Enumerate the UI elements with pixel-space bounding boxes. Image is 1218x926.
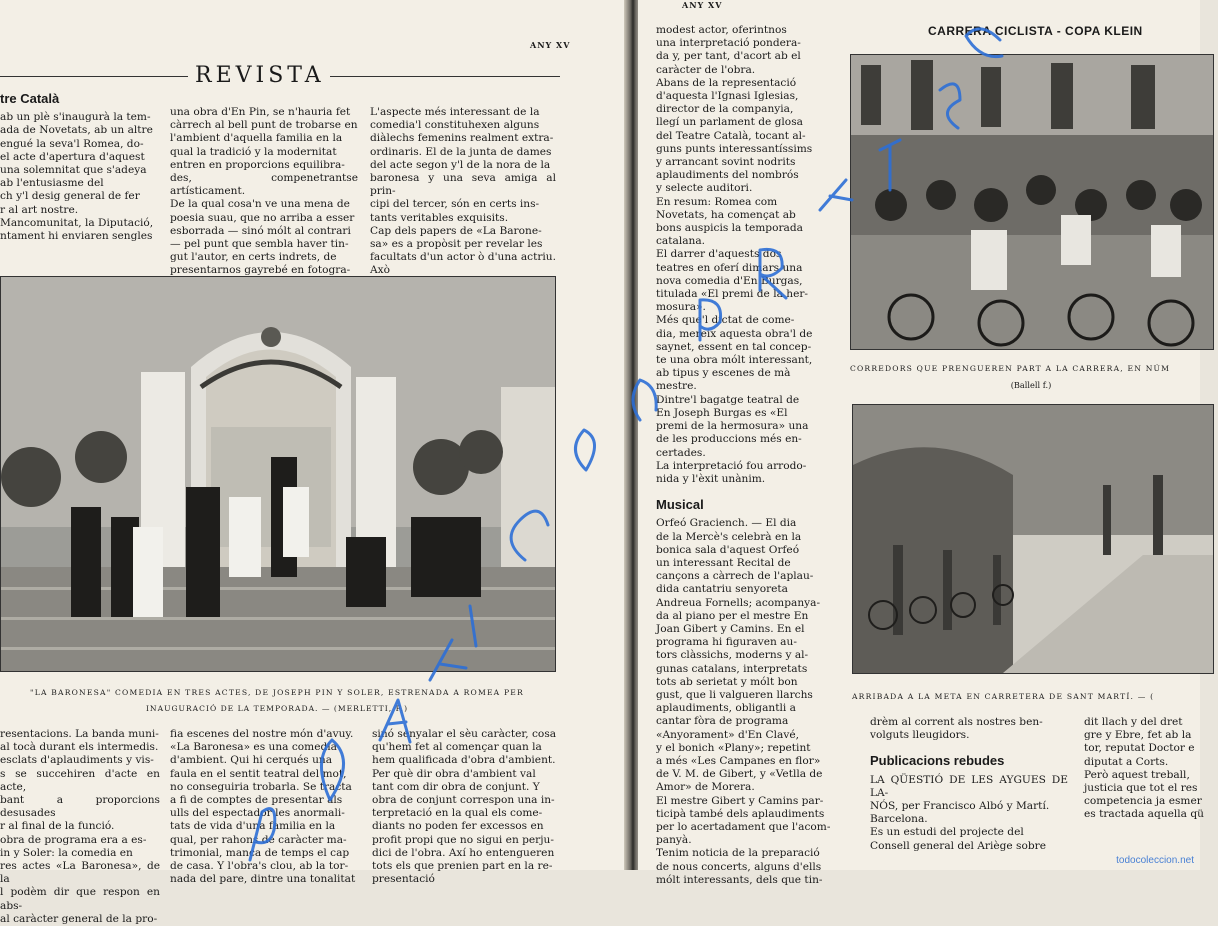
text-line: L'aspecte més interessant de la [370,106,540,118]
text-line: obra de programa era a es- [0,833,147,846]
text-line: Dintre'l bagatge teatral de [656,393,800,406]
text-line: — pel punt que sembla haver tin- [170,238,349,251]
photo-cyclists-start [850,54,1214,350]
photo-finish-road [852,404,1214,674]
page-title-revista: REVISTA [195,63,325,88]
text-line: drèm al corrent als nostres ben- [870,716,1043,728]
text-line: dici de l'obra. Axí ho entengueren [372,846,555,859]
text-line: dida cantatriu senyoreta [656,583,788,596]
text-line: el acte d'apertura d'aquest [0,150,145,163]
text-line: da al piano per el mestre En [656,609,809,622]
photo-caption-la-baronesa-2: INAUGURACIÓ DE LA TEMPORADA. — (MERLETTI, F.) [145,704,409,713]
text-line: panyà. [656,834,692,847]
text-line: ch y'l desig general de fer [0,190,140,203]
text-line: no conseguiria trobarla. Se tracta [170,780,352,793]
text-line: esborrada — sinó mólt al contrari [170,224,351,237]
text-line: esclats d'aplaudiments y vis- [0,754,154,767]
text-line: un interessant Recital de [656,556,791,569]
text-line: ticipà també dels aplaudiments [656,807,825,820]
text-line: faula en el sentit teatral del mot, [170,767,347,780]
text-line: des, compenetrantse artísticament. [170,172,358,198]
text-line: sinó senyalar el sèu caràcter, cosa [372,728,557,740]
text-line: llegí un parlament de glosa [656,116,803,129]
text-line: La interpretació fou arrodo- [656,459,807,472]
text-line: bonica sala d'aquest Orfeó [656,543,800,556]
text-line: competencia ja esmer [1084,795,1202,808]
text-line: entren en proporcions equilibra- [170,158,345,171]
text-line: nada del pare, dintre una tonalitat [170,873,356,886]
right-column-2 [870,716,1068,853]
text-line: Orfeó Graciench. — El dia [656,517,797,530]
text-line: ab un plè s'inaugurà la tem- [0,111,151,124]
text-line: r al art nostre. [0,203,79,216]
text-line: aplaudiments, obligantli a [656,702,796,715]
text-line: cipi del tercer, són en certs ins- [370,198,540,211]
column-1-top [0,92,158,243]
text-line: s se succehiren d'acte en acte, [0,767,160,793]
text-line: dia, mereix aquesta obra'l de [656,327,813,340]
text-line: aplaudiments del nombrós [656,169,799,182]
text-line: gut l'autor, en certs indrets, de [170,251,337,264]
text-line: Però aquest treball, [1084,768,1190,781]
right-column-3 [1084,716,1214,822]
section-heading-publicacions: Publicacions rebudes [870,753,1005,769]
text-line: mólt interessants, dels que tin- [656,873,823,886]
text-line: d'aquesta l'Ignasi Iglesias, [656,90,799,103]
text-line: tant com dir obra de conjunt. Y [372,780,540,793]
text-line: qual la tradició y la modernitat [170,145,337,158]
text-line: «Anyorament» d'En Clavé, [656,728,799,741]
text-line: es tractada aquella qü [1084,808,1204,821]
text-line: hem qualificada d'obra d'ambient. [372,754,556,767]
text-line: guns punts interessantíssims [656,142,813,155]
text-line: caràcter de l'obra. [656,63,756,76]
text-line: tants veritables exquisits. [370,211,509,224]
text-line: Novetats, ha començat ab [656,208,796,221]
text-line: ordinaris. El de la junta de dames [370,145,552,158]
text-line: Més que'l dictat de come- [656,314,795,327]
text-line: volguts lleugidors. [870,729,970,742]
text-line: gre y Ebre, fet ab la [1084,729,1192,742]
column-1-bottom [0,728,160,926]
text-line: y el bonich «Plany»; repetint [656,741,811,754]
text-line: y arrancant sovint nodrits [656,156,796,169]
text-line: una interpretació pondera- [656,37,801,50]
watermark: todocoleccion.net [1116,855,1194,866]
text-line: engué la seva'l Romea, do- [0,137,144,150]
text-line: de nous concerts, alguns d'ells [656,860,822,873]
text-line: Amor» de Morera. [656,781,755,794]
text-line: El darrer d'aquests dos [656,248,782,261]
text-line: qu'hem fet al començar quan la [372,741,542,754]
text-line: una obra d'En Pin, se n'hauria fet [170,106,351,118]
photo-credit-cyclists: (Ballell f.) [1010,380,1052,390]
text-line: in y Soler: la comedia en [0,846,133,859]
text-line: director de la companyia, [656,103,794,116]
text-line: mestre. [656,380,697,393]
text-line: per lo acertadament que l'acom- [656,820,831,833]
text-line: facultats d'un actor ò d'una actriu. Axò [370,251,556,277]
text-line: tots els que prenien part en la re- [372,860,553,873]
text-line: tor, reputat Doctor e [1084,742,1195,755]
text-line: cançons a càrrech de l'aplau- [656,570,814,583]
text-line: NÓS, per Francisco Albó y Martí. [870,800,1050,813]
text-line: teatres en oferí dimars una [656,261,803,274]
text-line: diàlechs femenins realment extra- [370,132,554,145]
text-line: qual, per rahons de caràcter ma- [170,833,347,846]
text-line: d'ambient. Qui hi cerqués una [170,754,333,767]
text-line: Mancomunitat, la Diputació, [0,216,154,229]
column-3-bottom [372,728,558,886]
text-line: al tocà durant els intermedis. [0,741,159,754]
text-line: programa hi figuraven au- [656,636,797,649]
text-line: bons auspicis la temporada [656,222,803,235]
text-line: «La Baronesa» es una comedia [170,741,337,754]
text-line: Per què dir obra d'ambient val [372,767,536,780]
text-line: diputat a Corts. [1084,755,1169,768]
running-head-left: ANY XV [530,40,571,50]
text-line: cantar fòra de programa [656,715,789,728]
text-line: dit llach y del dret [1084,716,1183,728]
text-line: nova comedia d'En Burgas, [656,274,803,287]
text-line: De la qual cosa'n ve una mena de [170,198,350,211]
text-line: resentacions. La banda muni- [0,728,159,740]
text-line: justicia que tot el res [1084,782,1198,795]
text-line: nida y l'èxit unànim. [656,472,766,485]
text-line: titulada «El premi de la her- [656,288,809,301]
text-line: gust, que li valgueren llarchs [656,688,813,701]
title-rule-right [330,76,560,77]
text-line: En resum: Romea com [656,195,778,208]
text-line: te una obra mólt interessant, [656,354,813,367]
text-line: En Joseph Burgas es «El [656,406,788,419]
photo-caption-la-baronesa: "LA BARONESA" COMEDIA EN TRES ACTES, DE JOSEPH PIN Y SOLER, ESTRENADA A ROMEA PER [30,688,524,697]
text-line: gunas catalans, interpretats [656,662,808,675]
text-line: Consell general del Ariège sobre [870,839,1046,852]
text-line: al caràcter general de la pro- [0,912,158,925]
text-line: baronesa y una seva amiga al prin- [370,172,556,198]
section-heading-teatre-catala: tre Català [0,91,60,106]
text-line: saynet, essent en tal concep- [656,340,812,353]
text-line: terpretació en la qual els come- [372,807,543,820]
text-line: presentarnos gayrebé en fotogra- [170,264,351,277]
text-line: de V. M. de Gibert, y «Vetlla de [656,768,823,781]
text-line: a més «Les Campanes en flor» [656,754,821,767]
column-1-text [0,111,158,243]
text-line: da y, per tant, d'acort ab el [656,50,801,63]
photo-caption-finish: ARRIBADA A LA META EN CARRETERA DE SANT MARTÍ. — ( [852,692,1155,701]
text-line: diants no poden fer excessos en [372,820,544,833]
text-line: tots ab serietat y mólt bon [656,675,798,688]
text-line: tors clàssichs, moderns y al- [656,649,809,662]
text-line: ulls del espectador les anormali- [170,807,345,820]
running-head-right: ANY XV [682,0,723,10]
text-line: LA QÜESTIÓ DE LES AYGUES DE LA- [870,773,1068,799]
text-line: del Teatre Català, tocant al- [656,129,806,142]
right-column-1 [656,24,834,887]
page-title-carrera-ciclista: CARRERA CICLISTA - COPA KLEIN [928,24,1143,38]
text-line: trimonial, manca de temps el cap [170,846,350,859]
text-line: de les produccions més en- [656,433,802,446]
text-line: Abans de la representació [656,76,797,89]
text-line: l'ambient d'aquella familia en la [170,132,343,145]
text-line: ab l'entusiasme del [0,177,104,190]
text-line: Cap dels papers de «La Barone- [370,224,542,237]
text-line: res actes «La Baronesa», de la [0,860,160,886]
text-line: obra de conjunt correspon una in- [372,794,555,807]
text-line: ab tipus y escenes de mà [656,367,791,380]
column-3-top [370,106,556,291]
text-line: El mestre Gibert y Camins par- [656,794,824,807]
text-line: una solemnitat que s'adeya [0,164,147,177]
photo-la-baronesa-stage [0,276,556,672]
title-rule-left [0,76,188,77]
text-line: r al final de la funció. [0,820,115,833]
text-line: Es un estudi del projecte del [870,826,1024,839]
text-line: y selecte auditori. [656,182,753,195]
text-line: fia escenes del nostre món d'avuy. [170,728,354,740]
text-line: poesia suau, que no arriba a esser [170,211,355,224]
text-line: tats de vida d'una familia en la [170,820,336,833]
text-line: a fi de comptes de presentar als [170,794,343,807]
text-line: mosura». [656,301,706,314]
column-2-top [170,106,358,278]
text-line: Tenim noticia de la preparació [656,847,820,860]
text-line: ntament hi enviaren sengles [0,230,153,243]
text-line: de la Mercè's celebrà en la [656,530,802,543]
column-2-bottom [170,728,360,886]
text-line: catalana. [656,235,706,248]
text-line: premi de la hermosura» una [656,420,809,433]
text-line: ada de Novetats, ab un altre [0,124,153,137]
text-line: Barcelona. [870,813,928,826]
text-line: càrrech al bell punt de trobarse en [170,119,358,132]
photo-caption-cyclists: CORREDORS QUE PRENGUEREN PART A LA CARRERA, EN NÚM [850,364,1171,373]
text-line: de casa. Y l'obra's clou, ab la tor- [170,860,349,873]
section-heading-musical: Musical [656,497,704,513]
text-line: bant a proporcions desusades [0,794,160,820]
text-line: certades. [656,446,706,459]
text-line: presentació [372,873,435,886]
text-line: Joan Gibert y Camins. En el [656,622,805,635]
text-line: sa» es a propòsit per revelar les [370,238,543,251]
right-page [638,0,1204,886]
text-line: l podèm dir que respon en abs- [0,886,160,912]
text-line: Andreua Fornells; acompanya- [656,596,821,609]
text-line: profit propi que no sigui en perju- [372,833,554,846]
text-line: comedia'l constituhexen alguns [370,119,540,132]
text-line: modest actor, oferintnos [656,24,787,36]
text-line: del acte segon y'l de la nora de la [370,158,551,171]
